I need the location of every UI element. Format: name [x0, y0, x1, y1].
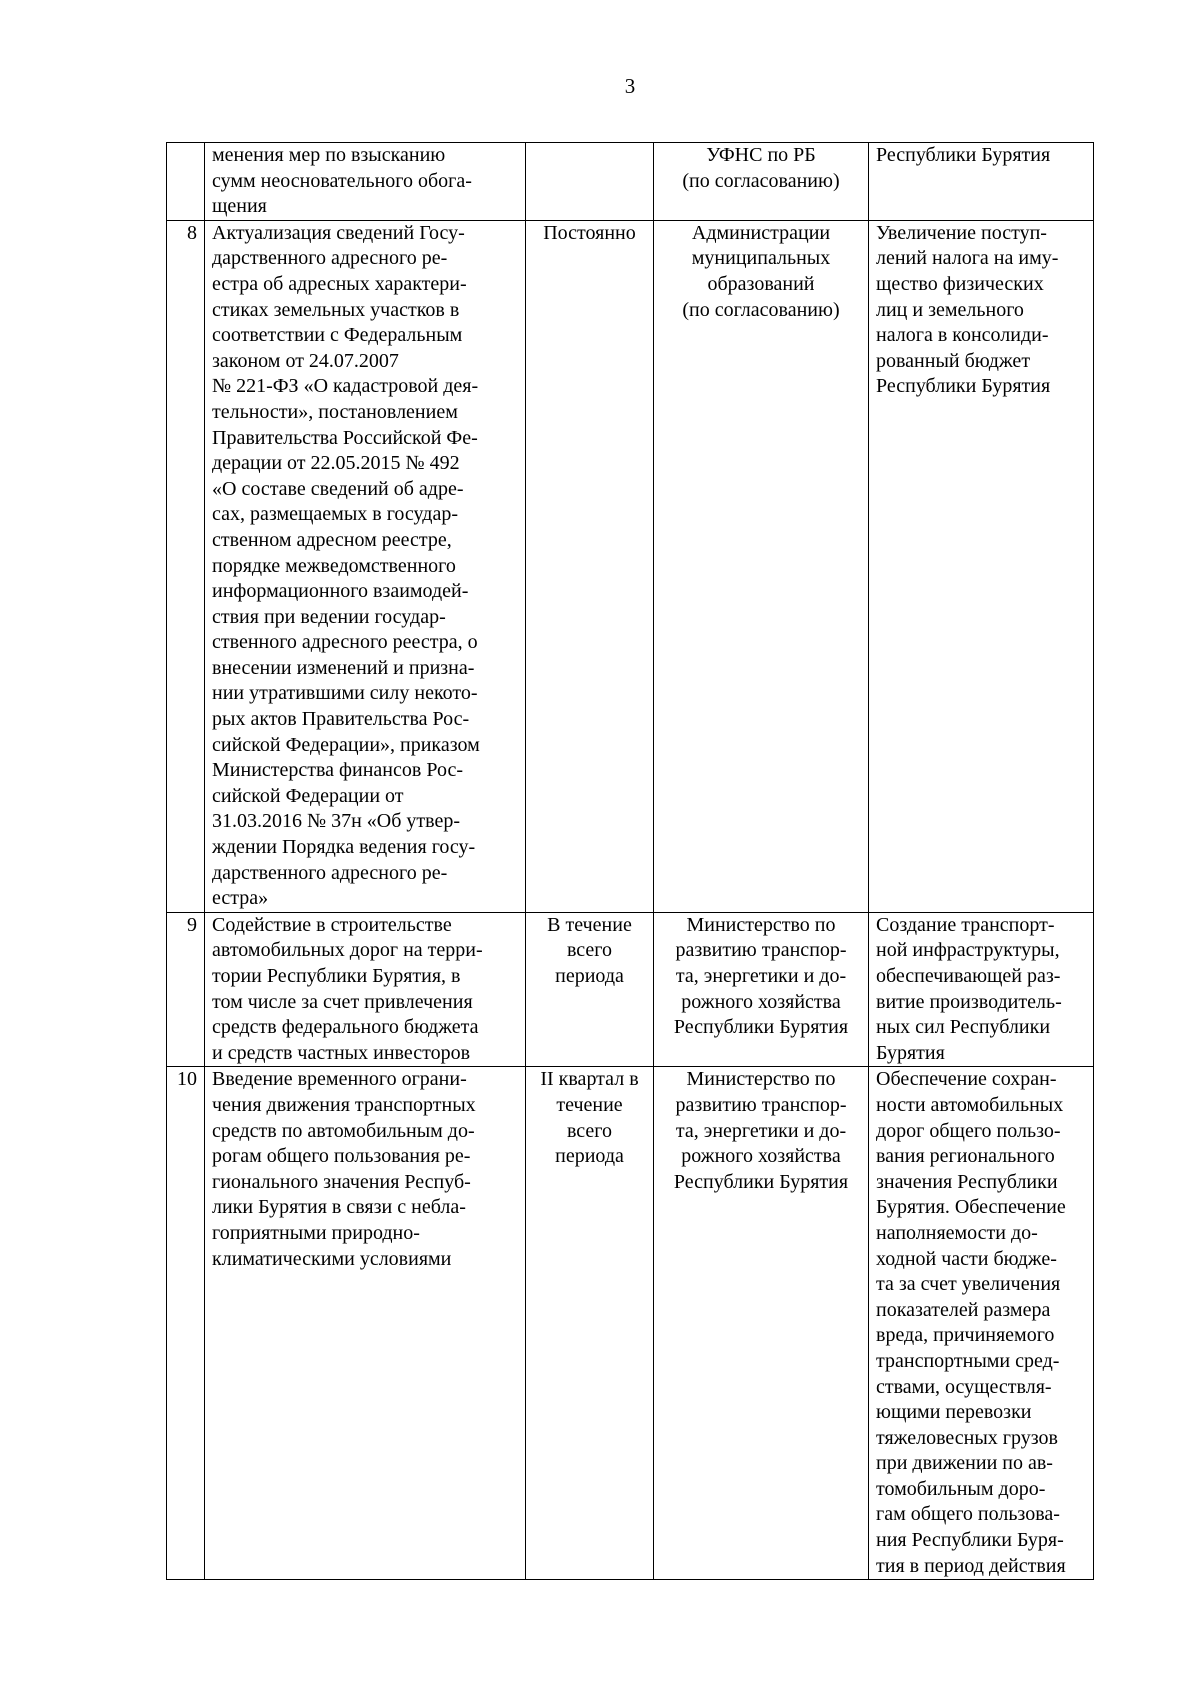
- cell-text-line: Министерства финансов Рос-: [212, 759, 463, 782]
- cell-text-line: дерации от 22.05.2015 № 492: [212, 452, 460, 475]
- cell-text-line: вания регионального: [876, 1145, 1055, 1168]
- cell-text-line: ных сил Республики: [876, 1016, 1051, 1039]
- cell-text-line: тия в период действия: [876, 1554, 1066, 1577]
- cell-text-line: Республики Бурятия: [673, 1016, 849, 1039]
- cell-text-line: Республики Бурятия: [876, 144, 1051, 166]
- cell-text-line: законом от 24.07.2007: [212, 349, 399, 372]
- executor-cell: [654, 143, 869, 221]
- cell-text-line: витие производитель-: [876, 990, 1062, 1013]
- cell-text-line: сийской Федерации от: [212, 784, 404, 807]
- term-cell: [526, 220, 654, 912]
- cell-text-line: том числе за счет привлечения: [212, 990, 473, 1013]
- cell-text-line: муниципальных: [691, 247, 831, 270]
- cell-text-line: климатическими условиями: [212, 1247, 452, 1270]
- cell-text-line: показателей размера: [876, 1298, 1051, 1321]
- table-body: [167, 143, 1094, 1580]
- cell-text-line: Постоянно: [543, 221, 636, 244]
- cell-text-line: (по согласованию): [682, 298, 840, 321]
- page-number: 3: [624, 74, 636, 98]
- cell-text-line: II квартал в: [540, 1068, 639, 1091]
- cell-text-line: та, энергетики и до-: [675, 1119, 847, 1142]
- cell-text-line: Бурятия. Обеспечение: [876, 1196, 1066, 1219]
- cell-text-line: Республики Бурятия: [876, 375, 1051, 398]
- cell-text-line: при движении по ав-: [876, 1452, 1053, 1475]
- cell-text-line: периода: [555, 965, 624, 987]
- cell-text-line: развитию транспор-: [675, 939, 847, 962]
- cell-text-line: 31.03.2016 № 37н «Об утвер-: [212, 810, 461, 833]
- cell-text-line: Правительства Российской Фе-: [212, 426, 478, 449]
- cell-text-line: лиц и земельного: [876, 298, 1024, 321]
- cell-text-line: естра об адресных характери-: [212, 272, 467, 295]
- term-cell: [526, 1067, 654, 1580]
- cell-text-line: и средств частных инвесторов: [212, 1041, 471, 1064]
- cell-text-line: рогам общего пользования ре-: [212, 1145, 471, 1168]
- measure-cell: [205, 220, 526, 912]
- cell-text-line: ности автомобильных: [876, 1093, 1064, 1116]
- cell-text-line: Республики Бурятия: [673, 1170, 849, 1193]
- cell-text-line: гоприятными природно-: [212, 1221, 420, 1244]
- cell-text-line: всего: [566, 1119, 613, 1142]
- measure-cell: [205, 1067, 526, 1580]
- cell-text-line: гионального значения Респуб-: [212, 1170, 471, 1193]
- cell-text-line: «О составе сведений об адре-: [212, 477, 464, 500]
- cell-text-line: № 221-ФЗ «О кадастровой дея-: [212, 375, 479, 398]
- cell-text-line: ственном адресном реестре,: [212, 528, 452, 551]
- cell-text-line: автомобильных дорог на терри-: [212, 939, 483, 962]
- cell-text-line: рых актов Правительства Рос-: [212, 708, 470, 731]
- cell-text-line: ной инфраструктуры,: [876, 939, 1060, 962]
- cell-text-line: тельности», постановлением: [212, 400, 458, 423]
- result-cell: [869, 912, 1094, 1067]
- cell-text-line: нии утратившими силу некото-: [212, 682, 478, 705]
- table-row-9: [167, 912, 1094, 1067]
- cell-text-line: соответствии с Федеральным: [212, 324, 463, 347]
- cell-text-line: дарственного адресного ре-: [212, 861, 448, 884]
- measures-table: [166, 142, 1094, 1580]
- cell-text-line: та за счет увеличения: [876, 1273, 1061, 1296]
- cell-text-line: течение: [556, 1093, 623, 1116]
- cell-text-line: ния Республики Буря-: [876, 1529, 1064, 1552]
- cell-text-line: щество физических: [876, 272, 1044, 295]
- cell-text-line: информационного взаимодей-: [212, 580, 469, 603]
- cell-text-line: Содействие в строительстве: [212, 913, 452, 936]
- cell-text-line: средств по автомобильным до-: [212, 1119, 475, 1142]
- cell-text-line: Министерство по: [686, 913, 836, 936]
- cell-text-line: вреда, причиняемого: [876, 1324, 1055, 1347]
- cell-text-line: та, энергетики и до-: [675, 965, 847, 987]
- row-number-cell: 10: [167, 1067, 205, 1580]
- cell-text-line: менения мер по взысканию: [212, 144, 446, 166]
- cell-text-line: наполняемости до-: [876, 1221, 1038, 1244]
- cell-text-line: лики Бурятия в связи с небла-: [212, 1196, 466, 1219]
- cell-text-line: рожного хозяйства: [681, 990, 841, 1013]
- table-row-10: [167, 1067, 1094, 1580]
- cell-text-line: сах, размещаемых в государ-: [212, 503, 458, 526]
- measure-cell: [205, 912, 526, 1067]
- cell-text-line: сийской Федерации», приказом: [212, 733, 480, 756]
- result-cell: [869, 1067, 1094, 1580]
- cell-text-line: гам общего пользова-: [876, 1503, 1060, 1526]
- cell-text-line: дорог общего пользо-: [876, 1119, 1061, 1142]
- cell-text-line: (по согласованию): [682, 169, 840, 192]
- cell-text-line: чения движения транспортных: [212, 1093, 476, 1116]
- cell-text-line: тории Республики Бурятия, в: [212, 965, 461, 987]
- cell-text-line: сумм неосновательного обога-: [212, 169, 472, 192]
- cell-text-line: средств федерального бюджета: [212, 1016, 479, 1039]
- cell-text-line: Актуализация сведений Госу-: [212, 221, 465, 244]
- cell-text-line: УФНС по РБ: [706, 144, 816, 166]
- cell-text-line: естра»: [212, 887, 269, 910]
- cell-text-line: томобильным доро-: [876, 1477, 1046, 1500]
- executor-cell: [654, 1067, 869, 1580]
- cell-text-line: ствами, осуществля-: [876, 1375, 1052, 1398]
- cell-text-line: всего: [566, 939, 613, 962]
- row-number-cell: 9: [167, 912, 205, 1067]
- cell-text-line: рованный бюджет: [876, 349, 1031, 372]
- cell-text-line: Создание транспорт-: [876, 913, 1055, 936]
- cell-text-line: порядке межведомственного: [212, 554, 456, 577]
- cell-text-line: ственного адресного реестра, о: [212, 631, 478, 654]
- table-row-8: [167, 220, 1094, 912]
- cell-text-line: Министерство по: [686, 1068, 836, 1091]
- cell-text-line: стиках земельных участков в: [212, 298, 460, 321]
- cell-text-line: лений налога на иму-: [876, 247, 1059, 270]
- cell-text-line: рожного хозяйства: [681, 1145, 841, 1168]
- cell-text-line: ющими перевозки: [876, 1401, 1032, 1424]
- cell-text-line: образований: [707, 272, 815, 295]
- measure-cell: [205, 143, 526, 221]
- cell-text-line: налога в консолиди-: [876, 324, 1049, 347]
- cell-text-line: ствия при ведении государ-: [212, 605, 446, 628]
- row-number-cell: [167, 143, 205, 221]
- cell-text-line: Обеспечение сохран-: [876, 1068, 1057, 1091]
- cell-text-line: дарственного адресного ре-: [212, 247, 448, 270]
- cell-text-line: Увеличение поступ-: [876, 221, 1047, 244]
- row-number-cell: 8: [167, 220, 205, 912]
- cell-text-line: периода: [555, 1145, 624, 1168]
- cell-text-line: Администрации: [691, 221, 831, 244]
- executor-cell: [654, 220, 869, 912]
- cell-text-line: Введение временного ограни-: [212, 1068, 467, 1091]
- cell-text-line: транспортными сред-: [876, 1349, 1060, 1372]
- cell-text-line: обеспечивающей раз-: [876, 965, 1061, 987]
- cell-text-line: Бурятия: [876, 1041, 945, 1064]
- cell-text-line: щения: [212, 195, 267, 218]
- cell-text-line: значения Республики: [876, 1170, 1058, 1193]
- result-cell: [869, 220, 1094, 912]
- table-row-continuation: [167, 143, 1094, 221]
- result-cell: [869, 143, 1094, 221]
- cell-text-line: развитию транспор-: [675, 1093, 847, 1116]
- cell-text-line: внесении изменений и призна-: [212, 656, 475, 679]
- cell-text-line: ходной части бюдже-: [876, 1247, 1057, 1270]
- cell-text-line: тяжеловесных грузов: [876, 1426, 1058, 1449]
- cell-text-line: В течение: [547, 913, 632, 936]
- term-cell: [526, 912, 654, 1067]
- cell-text-line: ждении Порядка ведения госу-: [212, 836, 476, 859]
- executor-cell: [654, 912, 869, 1067]
- term-cell: [526, 143, 654, 221]
